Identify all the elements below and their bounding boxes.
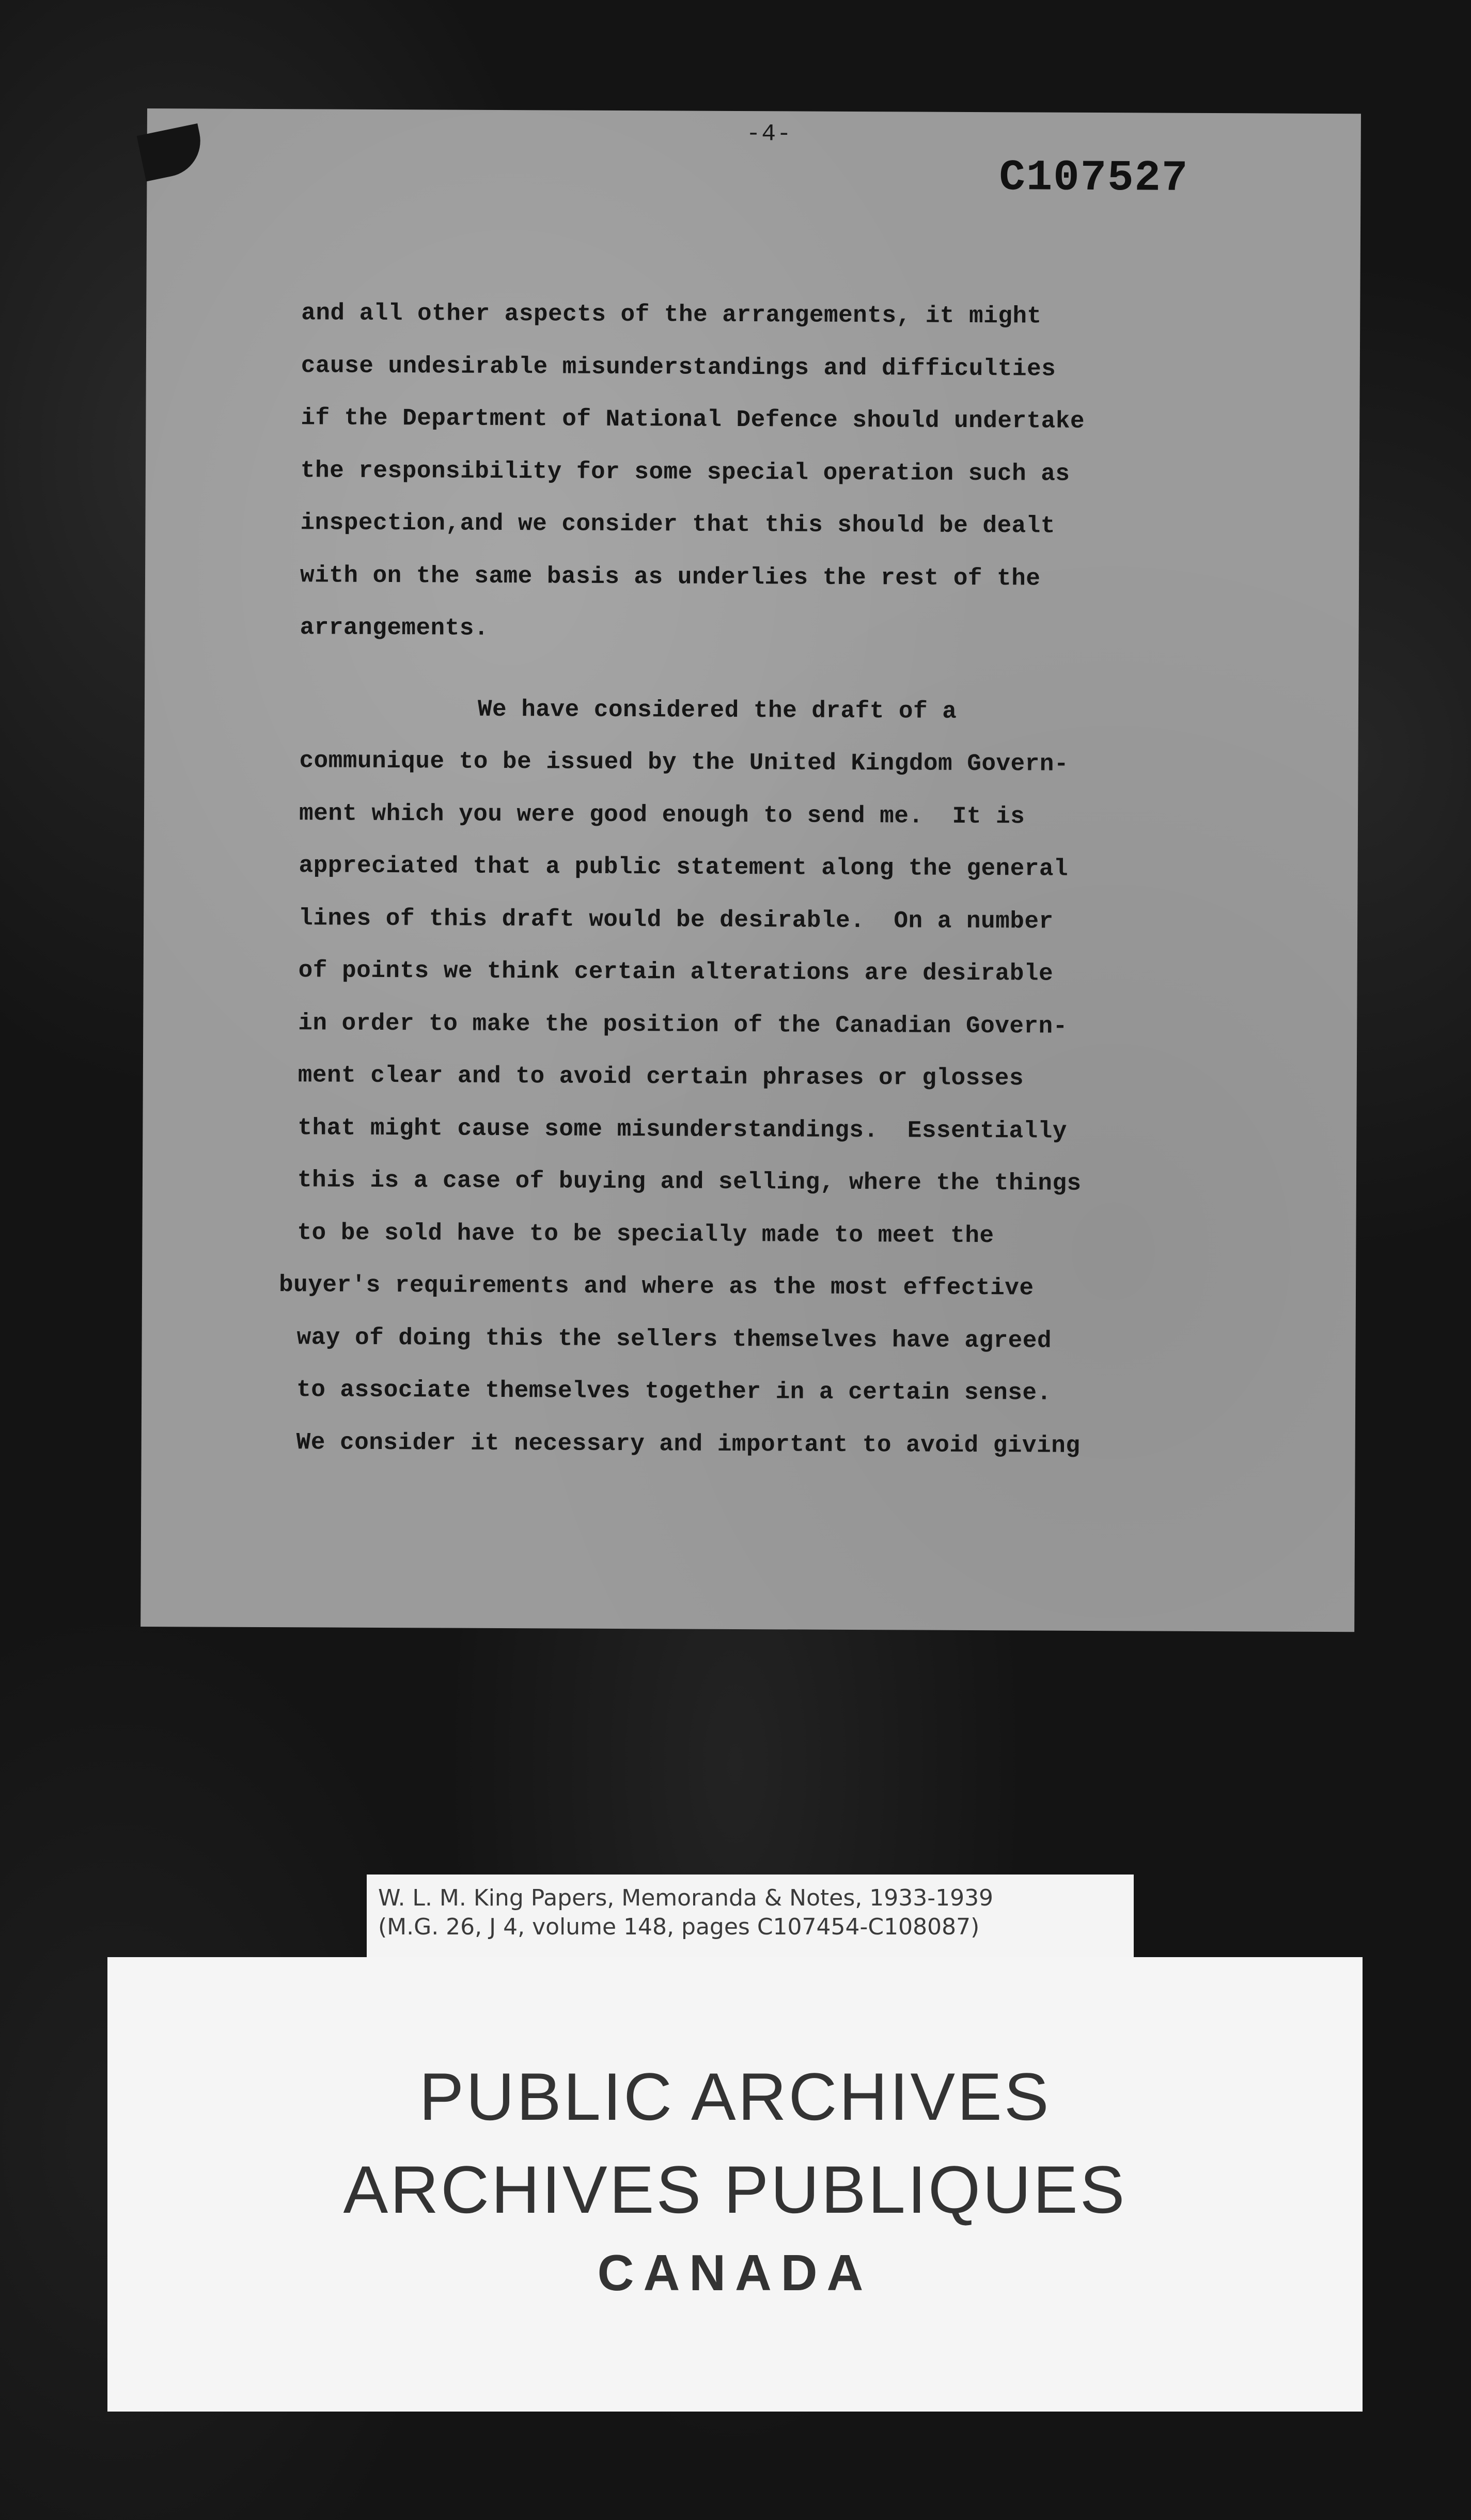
archives-name-english: PUBLIC ARCHIVES <box>419 2059 1051 2134</box>
citation-line: W. L. M. King Papers, Memoranda & Notes, 1933-1939 <box>378 1885 994 1911</box>
archives-card <box>107 1957 1363 2412</box>
text-line: in order to make the position of the Canadian Govern- <box>298 1009 1068 1040</box>
text-line: to associate themselves together in a certain sense. <box>296 1376 1052 1407</box>
text-line: and all other aspects of the arrangements, it might <box>301 300 1042 330</box>
text-line: with on the same basis as underlies the rest of the <box>300 561 1041 592</box>
typed-text-body <box>278 287 1283 1473</box>
text-line: to be sold have to be specially made to meet the <box>297 1219 994 1249</box>
text-line: We consider it necessary and important to avoid giving <box>296 1428 1081 1459</box>
typed-page <box>140 108 1361 1632</box>
text-line: if the Department of National Defence should undertake <box>301 404 1085 435</box>
archives-country: CANADA <box>597 2244 873 2301</box>
text-line: this is a case of buying and selling, where the things <box>297 1167 1082 1197</box>
text-line: We have considered the draft of a <box>477 696 957 725</box>
frame-number: C107527 <box>999 153 1189 203</box>
page-number: -4- <box>746 120 792 148</box>
citation-strip <box>367 1875 1134 1958</box>
text-line: of points we think certain alterations are desirable <box>298 957 1054 987</box>
text-line: ment clear and to avoid certain phrases or glosses <box>298 1062 1024 1092</box>
archives-name-french: ARCHIVES PUBLIQUES <box>343 2152 1127 2227</box>
text-line: buyer's requirements and where as the most effective <box>278 1271 1034 1302</box>
text-line: ment which you were good enough to send me. It is <box>299 799 1025 830</box>
text-line: cause undesirable misunderstandings and difficulties <box>301 352 1056 383</box>
text-line: appreciated that a public statement along the general <box>299 852 1069 883</box>
text-line: the responsibility for some special operation such as <box>300 456 1070 487</box>
text-line: that might cause some misunderstandings. Essentially <box>298 1114 1068 1145</box>
text-line: way of doing this the sellers themselves have agreed <box>296 1324 1052 1354</box>
text-line: communique to be issued by the United Kingdom Govern- <box>299 747 1069 778</box>
text-line: inspection,and we consider that this should be dealt <box>300 509 1056 540</box>
page-tear <box>137 123 207 182</box>
text-line: lines of this draft would be desirable. On a number <box>299 904 1054 935</box>
citation-line: (M.G. 26, J 4, volume 148, pages C107454-C108087) <box>378 1914 980 1940</box>
text-line: arrangements. <box>300 614 489 642</box>
